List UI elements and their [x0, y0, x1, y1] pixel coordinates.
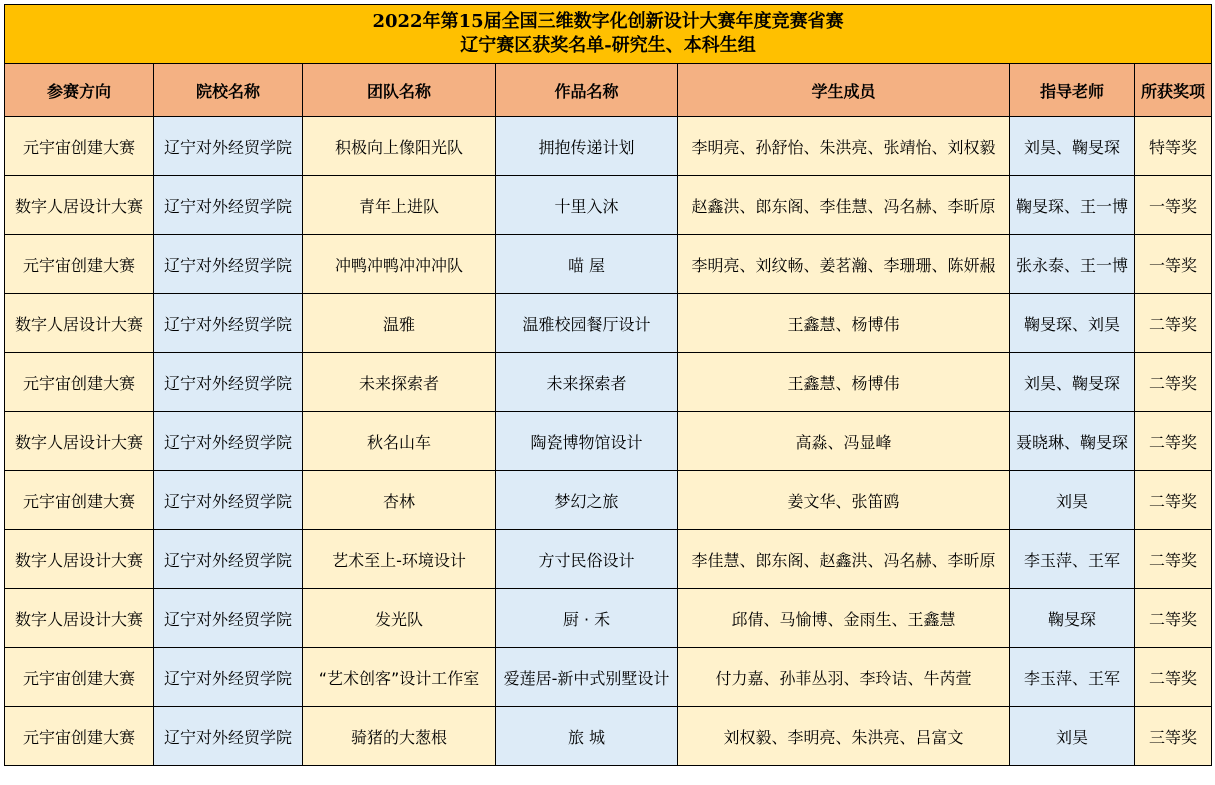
cell-work: 喵 屋	[496, 235, 678, 294]
table-row	[5, 707, 1212, 766]
header-teacher: 指导老师	[1010, 64, 1135, 117]
table-title	[5, 5, 1212, 64]
cell-team: 杏林	[303, 471, 496, 530]
cell-direction: 元宇宙创建大赛	[5, 471, 154, 530]
table-row	[5, 235, 1212, 294]
cell-school: 辽宁对外经贸学院	[154, 235, 303, 294]
cell-work: 爱莲居-新中式别墅设计	[496, 648, 678, 707]
cell-team: “艺术创客”设计工作室	[303, 648, 496, 707]
cell-school: 辽宁对外经贸学院	[154, 471, 303, 530]
cell-direction: 数字人居设计大赛	[5, 176, 154, 235]
cell-students: 李明亮、孙舒怡、朱洪亮、张靖怡、刘权毅	[678, 117, 1010, 176]
cell-students: 王鑫慧、杨博伟	[678, 294, 1010, 353]
header-school: 院校名称	[154, 64, 303, 117]
cell-teacher: 刘昊、鞠旻琛	[1010, 353, 1135, 412]
table-row	[5, 117, 1212, 176]
cell-teacher: 聂晓琳、鞠旻琛	[1010, 412, 1135, 471]
cell-students: 王鑫慧、杨博伟	[678, 353, 1010, 412]
cell-school: 辽宁对外经贸学院	[154, 117, 303, 176]
cell-students: 姜文华、张笛鸥	[678, 471, 1010, 530]
cell-school: 辽宁对外经贸学院	[154, 589, 303, 648]
cell-students: 邱倩、马愉博、金雨生、王鑫慧	[678, 589, 1010, 648]
cell-award: 二等奖	[1135, 589, 1212, 648]
cell-team: 艺术至上-环境设计	[303, 530, 496, 589]
cell-teacher: 刘昊	[1010, 471, 1135, 530]
table-row	[5, 648, 1212, 707]
cell-teacher: 刘昊	[1010, 707, 1135, 766]
cell-school: 辽宁对外经贸学院	[154, 412, 303, 471]
cell-students: 李明亮、刘纹畅、姜茗瀚、李珊珊、陈妍赧	[678, 235, 1010, 294]
cell-school: 辽宁对外经贸学院	[154, 707, 303, 766]
cell-award: 特等奖	[1135, 117, 1212, 176]
table-row	[5, 176, 1212, 235]
cell-direction: 元宇宙创建大赛	[5, 707, 154, 766]
cell-school: 辽宁对外经贸学院	[154, 294, 303, 353]
table-row	[5, 294, 1212, 353]
title-line-1: 2022年第15届全国三维数字化创新设计大赛年度竞赛省赛	[372, 11, 844, 32]
cell-school: 辽宁对外经贸学院	[154, 648, 303, 707]
table-row	[5, 471, 1212, 530]
header-students: 学生成员	[678, 64, 1010, 117]
cell-team: 积极向上像阳光队	[303, 117, 496, 176]
cell-school: 辽宁对外经贸学院	[154, 353, 303, 412]
cell-students: 李佳慧、郎东阁、赵鑫洪、冯名赫、李昕原	[678, 530, 1010, 589]
cell-award: 二等奖	[1135, 648, 1212, 707]
cell-team: 未来探索者	[303, 353, 496, 412]
cell-direction: 数字人居设计大赛	[5, 589, 154, 648]
cell-award: 三等奖	[1135, 707, 1212, 766]
cell-teacher: 李玉萍、王军	[1010, 648, 1135, 707]
cell-school: 辽宁对外经贸学院	[154, 530, 303, 589]
cell-team: 秋名山车	[303, 412, 496, 471]
cell-direction: 元宇宙创建大赛	[5, 648, 154, 707]
table-row	[5, 530, 1212, 589]
cell-work: 陶瓷博物馆设计	[496, 412, 678, 471]
cell-team: 青年上进队	[303, 176, 496, 235]
cell-students: 付力嘉、孙菲丛羽、李玲诘、牛芮萱	[678, 648, 1010, 707]
header-work: 作品名称	[496, 64, 678, 117]
table-row	[5, 589, 1212, 648]
cell-work: 厨 · 禾	[496, 589, 678, 648]
cell-award: 二等奖	[1135, 353, 1212, 412]
cell-team: 骑猪的大葱根	[303, 707, 496, 766]
cell-teacher: 鞠旻琛、王一博	[1010, 176, 1135, 235]
table-row	[5, 353, 1212, 412]
cell-teacher: 张永泰、王一博	[1010, 235, 1135, 294]
cell-direction: 元宇宙创建大赛	[5, 353, 154, 412]
cell-students: 高淼、冯显峰	[678, 412, 1010, 471]
cell-direction: 数字人居设计大赛	[5, 294, 154, 353]
cell-work: 梦幻之旅	[496, 471, 678, 530]
cell-direction: 元宇宙创建大赛	[5, 117, 154, 176]
cell-award: 一等奖	[1135, 235, 1212, 294]
cell-team: 冲鸭冲鸭冲冲冲队	[303, 235, 496, 294]
award-list-table	[4, 4, 1212, 766]
table-row	[5, 412, 1212, 471]
cell-work: 十里入沐	[496, 176, 678, 235]
cell-work: 未来探索者	[496, 353, 678, 412]
cell-award: 二等奖	[1135, 294, 1212, 353]
cell-direction: 元宇宙创建大赛	[5, 235, 154, 294]
cell-work: 旅 城	[496, 707, 678, 766]
cell-award: 一等奖	[1135, 176, 1212, 235]
title-line-2: 辽宁赛区获奖名单-研究生、本科生组	[460, 35, 756, 56]
column-header-row	[5, 64, 1212, 117]
cell-school: 辽宁对外经贸学院	[154, 176, 303, 235]
header-team: 团队名称	[303, 64, 496, 117]
cell-work: 温雅校园餐厅设计	[496, 294, 678, 353]
cell-students: 赵鑫洪、郎东阁、李佳慧、冯名赫、李昕原	[678, 176, 1010, 235]
cell-direction: 数字人居设计大赛	[5, 412, 154, 471]
cell-direction: 数字人居设计大赛	[5, 530, 154, 589]
cell-work: 拥抱传递计划	[496, 117, 678, 176]
cell-teacher: 鞠旻琛	[1010, 589, 1135, 648]
cell-award: 二等奖	[1135, 530, 1212, 589]
cell-award: 二等奖	[1135, 471, 1212, 530]
cell-team: 温雅	[303, 294, 496, 353]
cell-students: 刘权毅、李明亮、朱洪亮、吕富文	[678, 707, 1010, 766]
cell-award: 二等奖	[1135, 412, 1212, 471]
cell-teacher: 鞠旻琛、刘昊	[1010, 294, 1135, 353]
cell-work: 方寸民俗设计	[496, 530, 678, 589]
header-award: 所获奖项	[1135, 64, 1212, 117]
cell-team: 发光队	[303, 589, 496, 648]
cell-teacher: 李玉萍、王军	[1010, 530, 1135, 589]
header-direction: 参赛方向	[5, 64, 154, 117]
cell-teacher: 刘昊、鞠旻琛	[1010, 117, 1135, 176]
